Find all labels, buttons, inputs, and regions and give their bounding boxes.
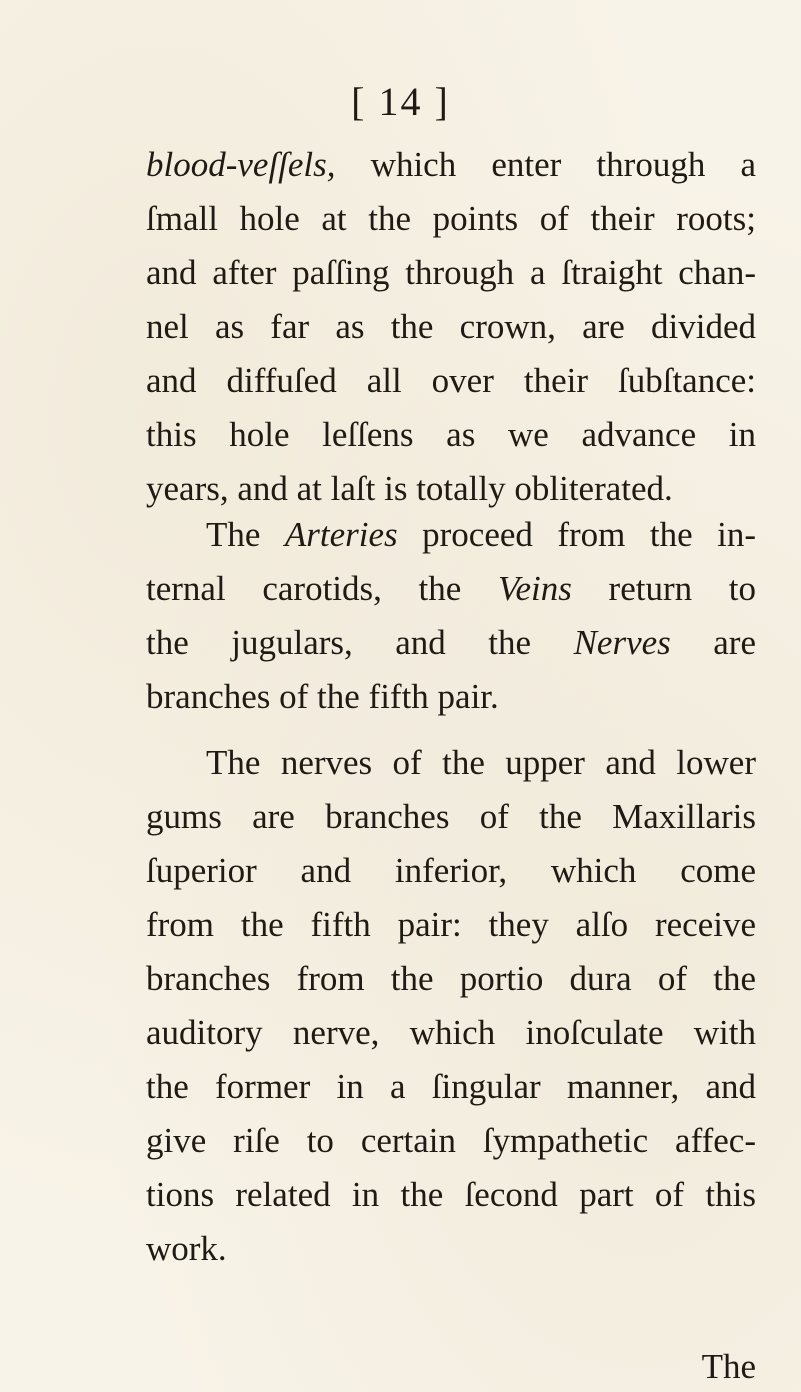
paragraph-gum-nerves [146,736,756,1276]
text-line: and diffuſed all over their ſubſtance: [146,361,756,400]
text-line [146,616,756,670]
italic-term-arteries: Arteries [284,515,398,554]
text-line: tions related in the ſecond part of this [146,1175,756,1214]
italic-term: blood-veſſels, [146,145,336,184]
text-line: nel as far as the crown, are divided [146,307,756,346]
text-line: work. [146,1229,227,1268]
italic-term-nerves: Nerves [573,623,671,662]
italic-term-veins: Veins [497,569,572,608]
text-segment: the jugulars, and the [146,623,574,662]
text-segment: proceed from the in- [397,515,756,554]
text-line: the former in a ſingular manner, and [146,1067,756,1106]
text-line: branches of the fifth pair. [146,677,499,716]
paragraph-blood-vessels [146,138,756,516]
text-line: ſmall hole at the points of their roots; [146,199,756,238]
text-line: this hole leſſens as we advance in [146,415,756,454]
text-segment: which enter through a [335,145,756,184]
text-line: branches from the portio dura of the [146,959,756,998]
text-line: from the fifth pair: they alſo receive [146,905,756,944]
text-line [146,562,756,616]
text-line [146,508,756,562]
text-segment: return to [571,569,756,608]
text-line [146,138,756,192]
page-number-header: [ 14 ] [351,79,450,124]
text-line: The nerves of the upper and lower [206,743,756,782]
text-line: years, and at laſt is totally obliterated. [146,469,673,508]
text-segment: ternal carotids, the [146,569,498,608]
catchword: The [701,1347,756,1386]
paragraph-arteries-veins-nerves [146,508,756,724]
text-line: auditory nerve, which inoſculate with [146,1013,756,1052]
text-segment: The [206,515,285,554]
text-segment: are [670,623,756,662]
text-line: gums are branches of the Maxillaris [146,797,756,836]
text-line: ſuperior and inferior, which come [146,851,756,890]
text-line: and after paſſing through a ſtraight chan- [146,253,756,292]
text-line: give riſe to certain ſympathetic affec- [146,1121,756,1160]
